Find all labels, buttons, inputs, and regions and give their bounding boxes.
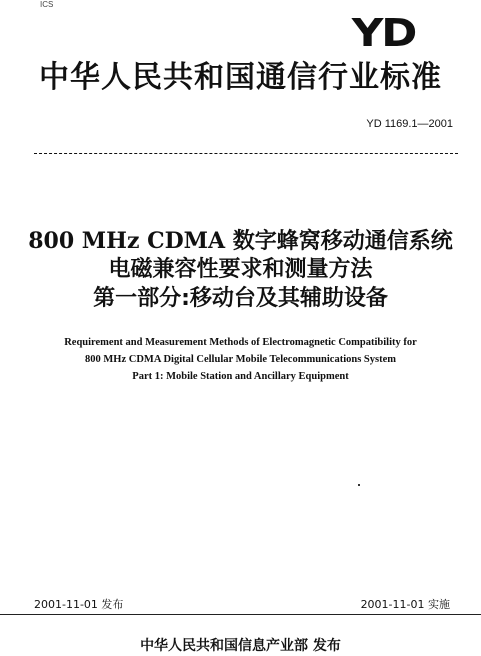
organization-title: 中华人民共和国通信行业标准 — [39, 60, 442, 95]
publisher: 中华人民共和国信息产业部 发布 — [140, 638, 341, 654]
header-divider — [34, 153, 458, 154]
english-title-line-2: 800 MHz CDMA Digital Cellular Mobile Telecommunications System — [85, 354, 396, 365]
issue-date: 2001-11-01 发布 — [34, 598, 124, 611]
document-title-line-3: 第一部分:移动台及其辅助设备 — [93, 286, 388, 311]
english-title-line-1: Requirement and Measurement Methods of Electromagnetic Compatibility for — [64, 337, 417, 348]
implementation-date: 2001-11-01 实施 — [360, 598, 450, 611]
scan-speck — [358, 484, 360, 486]
english-title-line-3: Part 1: Mobile Station and Ancillary Equipment — [132, 371, 349, 382]
document-title-line-1: 800 MHz CDMA 数字蜂窝移动通信系统 — [28, 228, 453, 254]
document-title-line-2: 电磁兼容性要求和测量方法 — [108, 257, 373, 282]
yd-logo: YD — [351, 11, 415, 55]
footer-divider — [0, 614, 481, 615]
ics-label: ICS — [40, 0, 54, 9]
standard-number: YD 1169.1—2001 — [366, 118, 453, 130]
